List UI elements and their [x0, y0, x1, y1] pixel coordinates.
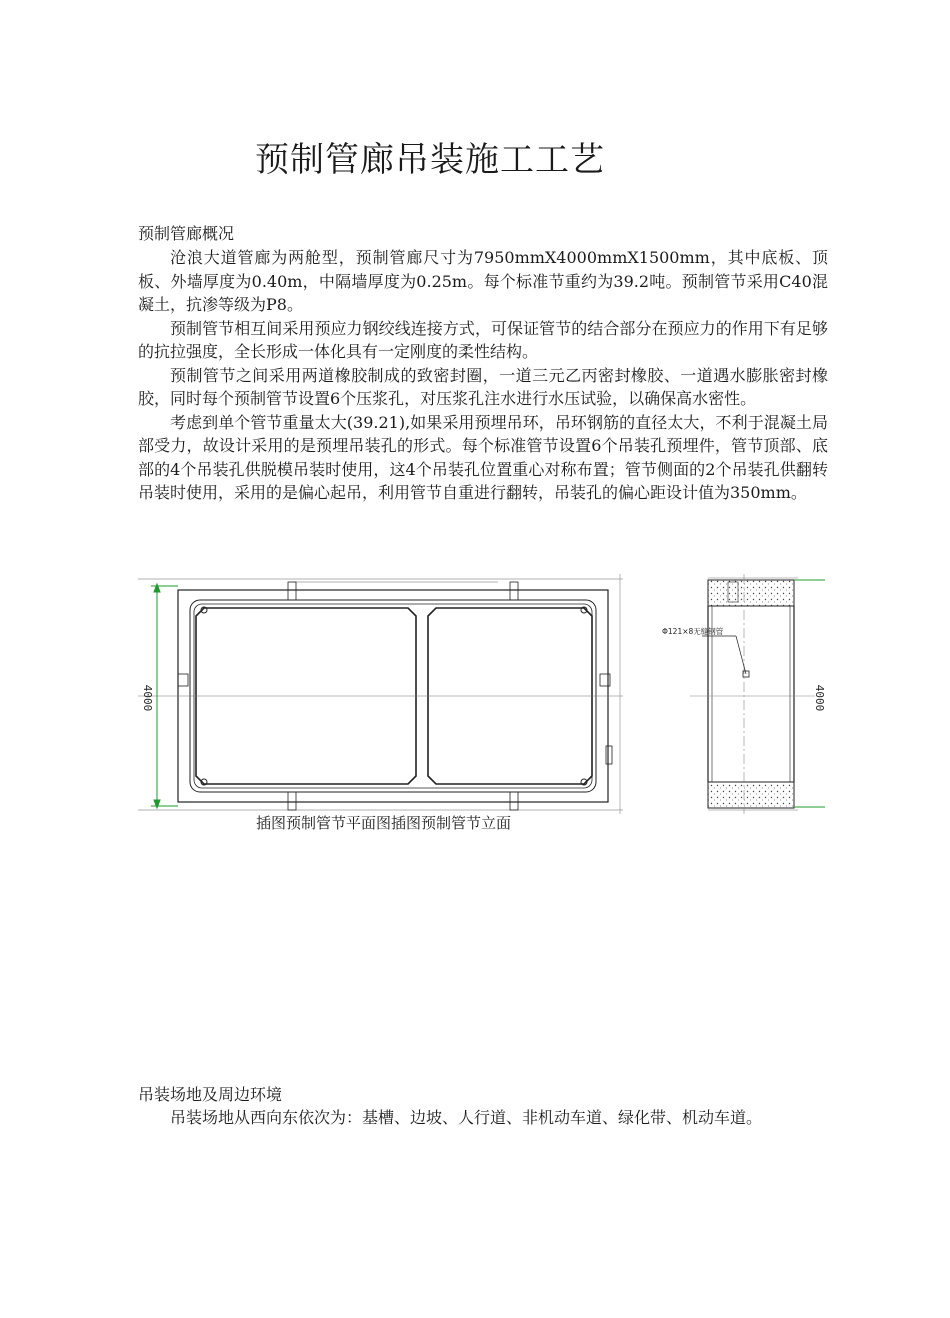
site-body [138, 1106, 828, 1130]
overview-paragraph-2: 预制管节相互间采用预应力钢绞线连接方式，可保证管节的结合部分在预应力的作用下有足够的抗拉强度，全长形成一体化具有一定刚度的柔性结构。 [138, 318, 828, 361]
figure-caption: 插图预制管节平面图插图预制管节立面 [256, 814, 512, 832]
elevation-note-label: Φ121×8无缝钢管 [662, 627, 724, 636]
overview-paragraph-1: 沧浪大道管廊为两舱型，预制管廊尺寸为7950mmX4000mmX1500mm，其中底板、顶板、外墙厚度为0.40m，中隔墙厚度为0.25m。每个标准节重约为39.2吨。预制管节采用C40混凝土，抗渗等级为P8。 [138, 248, 828, 314]
elevation-dimension-label: 4000 [813, 684, 826, 712]
overview-body [138, 246, 828, 505]
plan-drawing [138, 574, 628, 814]
overview-paragraph-3: 预制管节之间采用两道橡胶制成的致密封圈，一道三元乙丙密封橡胶、一道遇水膨胀密封橡胶，同时每个预制管节设置6个压浆孔，对压浆孔注水进行水压试验，以确保高水密性。 [138, 365, 828, 408]
section-heading-site: 吊装场地及周边环境 [138, 1085, 283, 1104]
section-heading-overview: 预制管廊概况 [138, 224, 235, 243]
site-paragraph-1: 吊装场地从西向东依次为：基槽、边坡、人行道、非机动车道、绿化带、机动车道。 [170, 1108, 763, 1127]
page-title: 预制管廊吊装施工工艺 [255, 140, 605, 180]
overview-paragraph-4: 考虑到单个管节重量太大(39.21),如果采用预埋吊环，吊环钢筋的直径太大，不利于混凝土局部受力，故设计采用的是预埋吊装孔的形式。每个标准管节设置6个吊装孔预埋件，管节顶部、底部的4个吊装孔供脱模吊装时使用，这4个吊装孔位置重心对称布置；管节侧面的2个吊装孔供翻转吊装时使用，采用的是偏心起吊，利用管节自重进行翻转，吊装孔的偏心距设计值为350mm。 [138, 412, 828, 502]
elevation-drawing [650, 574, 830, 814]
plan-dimension-label: 4000 [141, 684, 154, 712]
